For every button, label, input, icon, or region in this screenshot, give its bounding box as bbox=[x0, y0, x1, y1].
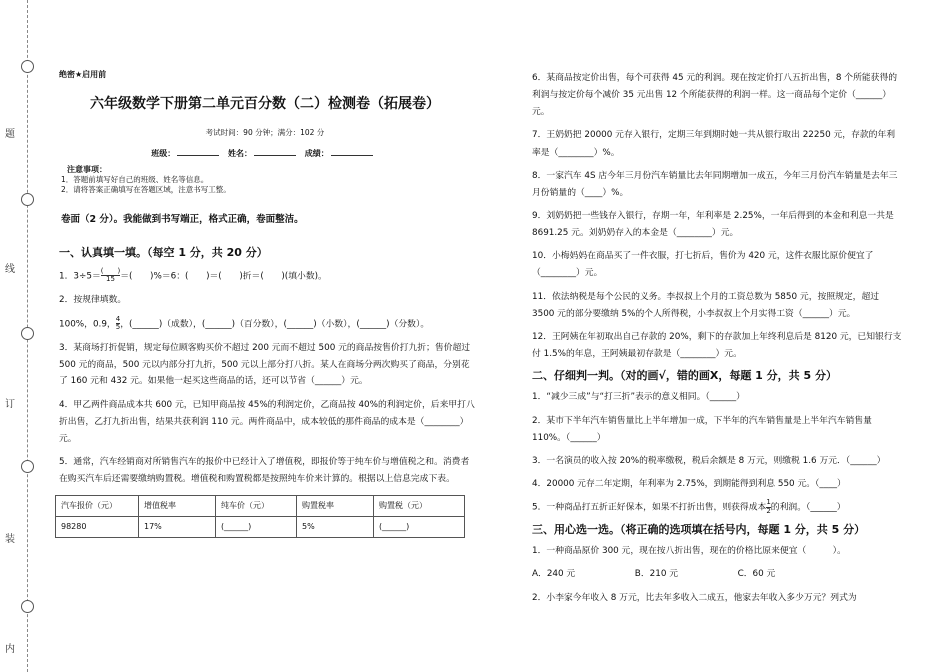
fraction-numerator: ( ) bbox=[100, 266, 121, 275]
question-2: 2．按规律填数。 bbox=[59, 294, 127, 305]
fraction-numerator: 1 bbox=[766, 498, 771, 507]
judge-item: 1．“减少三成”与“打三折”表示的意义相同。（______） bbox=[532, 392, 745, 403]
table-cell[interactable]: (______) bbox=[216, 516, 297, 537]
choice-question-2: 2．小李家今年收入 8 万元，比去年多收入二成五，他家去年收入多少万元？列式为 bbox=[532, 592, 857, 603]
judge-item: 4．20000 元存二年定期，年利率为 2.75%，到期能得到利息 550 元。（____） bbox=[532, 478, 846, 489]
table-header-row bbox=[56, 495, 465, 516]
judge-item: 3．一名演员的收入按 20%的税率缴税，税后余额是 8 万元，则缴税 1.6 万元．（______） bbox=[532, 455, 886, 466]
question-10: 10．小梅妈妈在商品买了一件衣服，打七折后，售价为 420 元，这件衣服比原价便宜了（________）元。 bbox=[532, 251, 874, 279]
section-title: 一、认真填一填。（每空 1 分，共 20 分） bbox=[59, 245, 268, 259]
binding-hole bbox=[21, 600, 34, 613]
notice-item: 2．请将答案正确填写在答题区域，注意书写工整。 bbox=[61, 185, 231, 195]
score-field[interactable] bbox=[331, 155, 373, 156]
binding-mark: 线 bbox=[5, 264, 15, 275]
section-title: 二、仔细判一判。（对的画√，错的画Ⅹ，每题 1 分，共 5 分） bbox=[532, 369, 837, 383]
table-cell[interactable]: (______) bbox=[374, 516, 465, 537]
table-row bbox=[56, 516, 465, 537]
fraction-numerator: 4 bbox=[115, 314, 121, 323]
question-3: 3．某商场打折促销，规定每位顾客购买价不超过 200 元而不超过 500 元的商品按售价打九折；售价超过 500 元的商品，500 元以内部分打九折，500 元以上部分打八折。某人在商场分两次购买了商品，分别花了 160 元和 432 元。如果他一起买这些商品的话，还可以节省（______）元。 bbox=[59, 342, 471, 387]
car-price-table bbox=[55, 495, 465, 538]
presentation-note: 卷面（2 分）。我能做到书写端正，格式正确，卷面整洁。 bbox=[61, 213, 304, 225]
table-header: 汽车报价（元） bbox=[56, 495, 139, 516]
choice-options bbox=[532, 566, 902, 583]
question-7: 7．王奶奶把 20000 元存入银行，定期三年到期时她一共从银行取出 22250 元，存款的年利率是（________）%。 bbox=[532, 130, 896, 158]
option-a[interactable]: A．240 元 bbox=[532, 569, 576, 580]
table-header: 纯车价（元） bbox=[216, 495, 297, 516]
q2-text: 100%，0.9， bbox=[59, 319, 116, 330]
question-1 bbox=[59, 268, 475, 285]
q1-text: 1．3÷5＝ bbox=[59, 271, 101, 282]
question-4: 4．甲乙两件商品成本共 600 元，已知甲商品按 45%的利润定价，乙商品按 40%的利润定价，后来甲打八折出售，乙打九折出售，结果共获利润 110 元。两件商品中，成本较低的那件商品的成本是（________）元。 bbox=[59, 400, 475, 444]
fraction-denominator: 5 bbox=[115, 323, 121, 332]
section-title: 三、用心选一选。（将正确的选项填在括号内，每题 1 分，共 5 分） bbox=[532, 522, 866, 536]
class-label: 班级： bbox=[151, 148, 176, 158]
secret-label: 绝密★启用前 bbox=[59, 70, 107, 79]
notice-item: 1．答题前填写好自己的班级、姓名等信息。 bbox=[61, 174, 209, 184]
score-label: 成绩： bbox=[304, 148, 329, 158]
exam-info: 考试时间：90 分钟；满分：102 分 bbox=[205, 127, 325, 137]
left-column bbox=[55, 70, 475, 538]
binding-mark: 订 bbox=[5, 399, 15, 410]
binding-mark: 装 bbox=[5, 534, 15, 545]
table-header: 购置税（元） bbox=[374, 495, 465, 516]
page-title: 六年级数学下册第二单元百分数（二）检测卷（拓展卷） bbox=[90, 96, 440, 112]
notice-title: 注意事项： bbox=[67, 164, 107, 174]
option-b[interactable]: B．210 元 bbox=[634, 569, 679, 580]
right-column bbox=[532, 70, 902, 613]
fraction bbox=[101, 268, 120, 284]
table-cell: 5% bbox=[297, 516, 374, 537]
question-11: 11．依法纳税是每个公民的义务。李叔叔上个月的工资总数为 5850 元，按照规定，超过 3500 元的部分要缴纳 5%的个人所得税，小李叔叔上个月实得工资（______）元。 bbox=[532, 291, 880, 319]
binding-hole bbox=[21, 193, 34, 206]
judge5-text: 5．一种商品打五折正好保本，如果不打折出售，则获得成本 bbox=[532, 502, 767, 513]
name-label: 姓名： bbox=[228, 148, 252, 158]
option-c[interactable]: C．60 元 bbox=[737, 569, 776, 580]
q1-text-after: ＝( )%＝6：( )＝( )折＝( )(填小数)。 bbox=[120, 271, 327, 282]
binding-mark: 题 bbox=[5, 129, 15, 140]
class-field[interactable] bbox=[177, 155, 219, 156]
fraction-denominator: 15 bbox=[106, 275, 115, 284]
judge-item bbox=[532, 499, 902, 517]
student-fields bbox=[55, 149, 475, 159]
table-cell: 17% bbox=[139, 516, 216, 537]
table-header: 购置税率 bbox=[297, 495, 374, 516]
question-5: 5．通常，汽车经销商对所销售汽车的报价中已经计入了增值税，即报价等于纯车价与增值税之和。消费者在购买汽车后还需要缴纳购置税。增值税和购置税都是按照纯车价来计算的。根据以上信息完成下表。 bbox=[59, 457, 470, 484]
binding-hole bbox=[21, 327, 34, 340]
binding-hole bbox=[21, 460, 34, 473]
question-9: 9．刘奶奶把一些钱存入银行，存期一年，年利率是 2.25%，一年后得到的本金和利息一共是 8691.25 元。刘奶奶存入的本金是（________）元。 bbox=[532, 210, 894, 239]
choice-question-1: 1．一种商品原价 300 元，现在按八折出售，现在的价格比原来便宜（ ）。 bbox=[532, 546, 846, 557]
fraction-denominator: 2 bbox=[766, 506, 771, 515]
judge5-text-after: 的利润。（______） bbox=[770, 502, 846, 513]
binding-mark: 内 bbox=[5, 644, 15, 655]
binding-hole bbox=[21, 60, 34, 73]
question-2-sequence bbox=[59, 316, 475, 333]
name-field[interactable] bbox=[254, 155, 296, 156]
q2-text-after: ，(______)（成数），(______)（百分数），(______)（小数），(______)（分数）。 bbox=[120, 319, 430, 330]
table-header: 增值税率 bbox=[139, 495, 216, 516]
judge-item: 2．某市下半年汽车销售量比上半年增加一成，下半年的汽车销售量是上半年汽车销售量 110%。（______） bbox=[532, 415, 872, 443]
question-12: 12．王阿姨在年初取出自己存款的 20%，剩下的存款加上年终利息后是 8120 元，已知银行支付 1.5%的年息，王阿姨最初存款是（________）元。 bbox=[532, 331, 902, 359]
question-6: 6．某商品按定价出售，每个可获得 45 元的利润。现在按定价打八五折出售，8 个所能获得的利润与按定价每个减价 35 元出售 12 个所能获得的利润一样。这一商品每个定价（______）元。 bbox=[532, 73, 898, 118]
table-cell: 98280 bbox=[56, 516, 139, 537]
question-8: 8．一家汽车 4S 店今年三月份汽车销量比去年同期增加一成五，今年三月份汽车销量是去年三月份销量的（____）%。 bbox=[532, 170, 898, 198]
